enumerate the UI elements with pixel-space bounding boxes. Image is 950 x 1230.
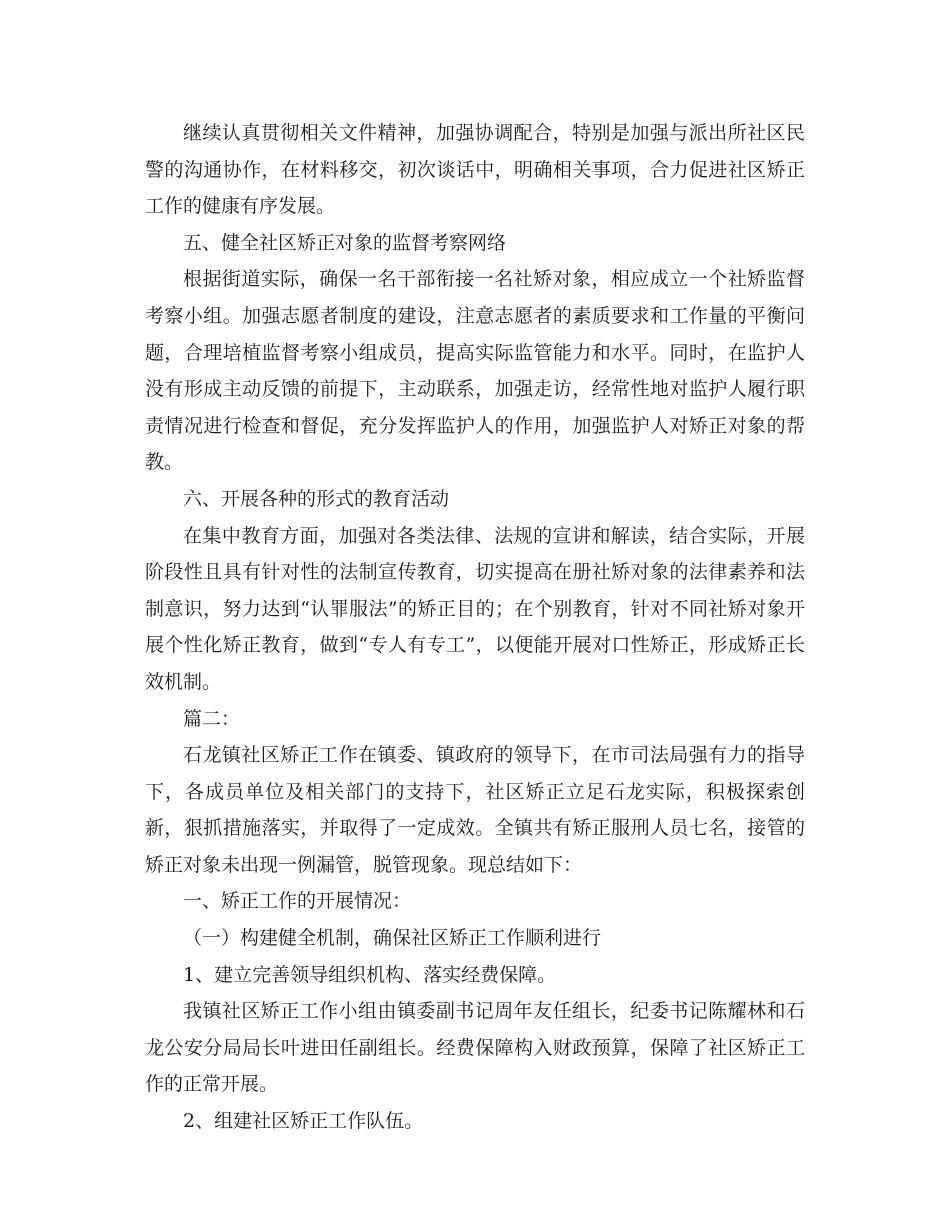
- paragraph-supervision: 根据街道实际，确保一名干部衔接一名社矫对象，相应成立一个社矫监督考察小组。加强志愿者制度的建设，注意志愿者的素质要求和工作量的平衡问题，合理培植监督考察小组成员，提高实际监管能力和水平。同时，在监护人没有形成主动反馈的前提下，主动联系，加强走访，经常性地对监护人履行职责情况进行检查和督促，充分发挥监护人的作用，加强监护人对矫正对象的帮教。: [145, 268, 805, 474]
- document-body: [145, 115, 805, 1140]
- paragraph-coordination: 继续认真贯彻相关文件精神，加强协调配合，特别是加强与派出所社区民警的沟通协作，在材料移交，初次谈话中，明确相关事项，合力促进社区矫正工作的健康有序发展。: [145, 122, 805, 218]
- section-heading-five: 五、健全社区矫正对象的监督考察网络: [183, 231, 507, 254]
- paragraph-shilong-summary: 石龙镇社区矫正工作在镇委、镇政府的领导下，在市司法局强有力的指导下，各成员单位及相关部门的支持下，社区矫正立足石龙实际，积极探索创新，狠抓措施落实，并取得了一定成效。全镇共有矫正服刑人员七名，接管的矫正对象未出现一例漏管，脱管现象。现总结如下：: [145, 744, 805, 876]
- section-heading-part-two: 篇二：: [183, 707, 241, 730]
- paragraph-education: 在集中教育方面，加强对各类法律、法规的宣讲和解读，结合实际，开展阶段性且具有针对性的法制宣传教育，切实提高在册社矫对象的法律素养和法制意识，努力达到“认罪服法”的矫正目的；在个别教育，针对不同社矫对象开展个性化矫正教育，做到“专人有专工”，以便能开展对口性矫正，形成矫正长效机制。: [145, 524, 805, 693]
- section-heading-one: 一、矫正工作的开展情况：: [183, 890, 412, 913]
- subsection-heading-mechanism: （一）构建健全机制，确保社区矫正工作顺利进行: [183, 927, 602, 950]
- section-heading-six: 六、开展各种的形式的教育活动: [183, 487, 450, 510]
- paragraph-leadership-group: 我镇社区矫正工作小组由镇委副书记周年友任组长，纪委书记陈耀林和石龙公安分局局长叶进田任副组长。经费保障构入财政预算，保障了社区矫正工作的正常开展。: [145, 1000, 805, 1096]
- item-heading-leadership: 1、建立完善领导组织机构、落实经费保障。: [183, 963, 557, 986]
- item-heading-team: 2、组建社区矫正工作队伍。: [183, 1110, 424, 1133]
